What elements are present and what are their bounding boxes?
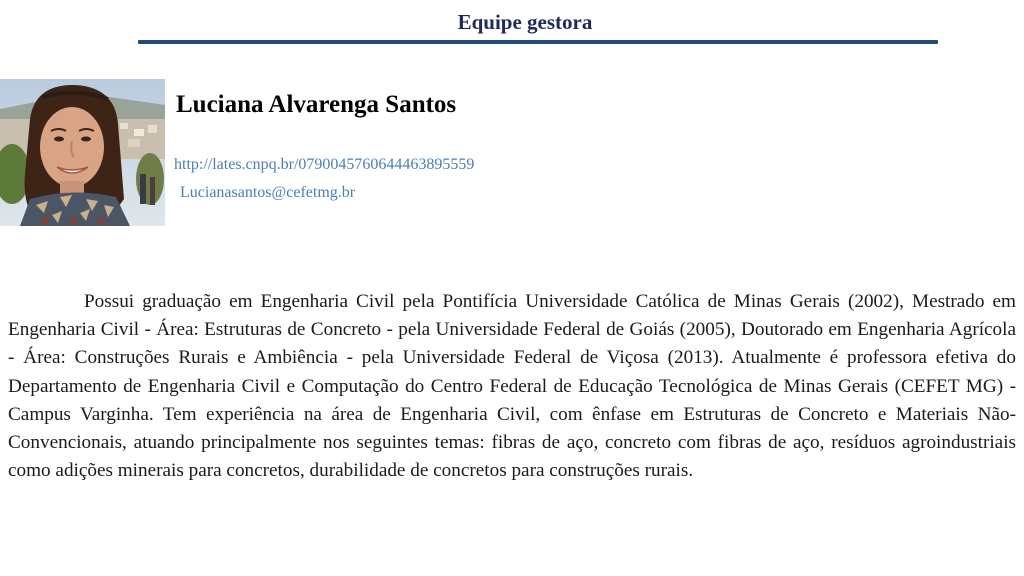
profile-photo <box>0 79 165 226</box>
bio-paragraph: Possui graduação em Engenharia Civil pela Pontifícia Universidade Católica de Minas Gerais (2002), Mestrado em Engenharia Civil - Área: Estruturas de Concreto - pela Universidade Federal de Goiás (2005), Doutorado em Engenharia Agrícola - Área: Construções Rurais e Ambiência - pela Universidade Federal de Viçosa (2013). Atualmente é professora efetiva do Departamento de Engenharia Civil e Computação do Centro Federal de Educação Tecnológica de Minas Gerais (CEFET MG) - Campus Varginha. Tem experiência na área de Engenharia Civil, com ênfase em Estruturas de Concreto e Materiais Não-Convencionais, atuando principalmente nos seguintes temas: fibras de aço, concreto com fibras de aço, resíduos agroindustriais como adições minerais para concretos, durabilidade de concretos para construções rurais. <box>8 291 1016 482</box>
title-divider <box>138 40 938 44</box>
email-link[interactable]: Lucianasantos@cefetmg.br <box>180 184 356 201</box>
lattes-link[interactable]: http://lates.cnpq.br/0790045760644463895559 <box>174 156 475 173</box>
page-title: Equipe gestora <box>457 10 593 34</box>
profile-name: Luciana Alvarenga Santos <box>176 91 457 118</box>
